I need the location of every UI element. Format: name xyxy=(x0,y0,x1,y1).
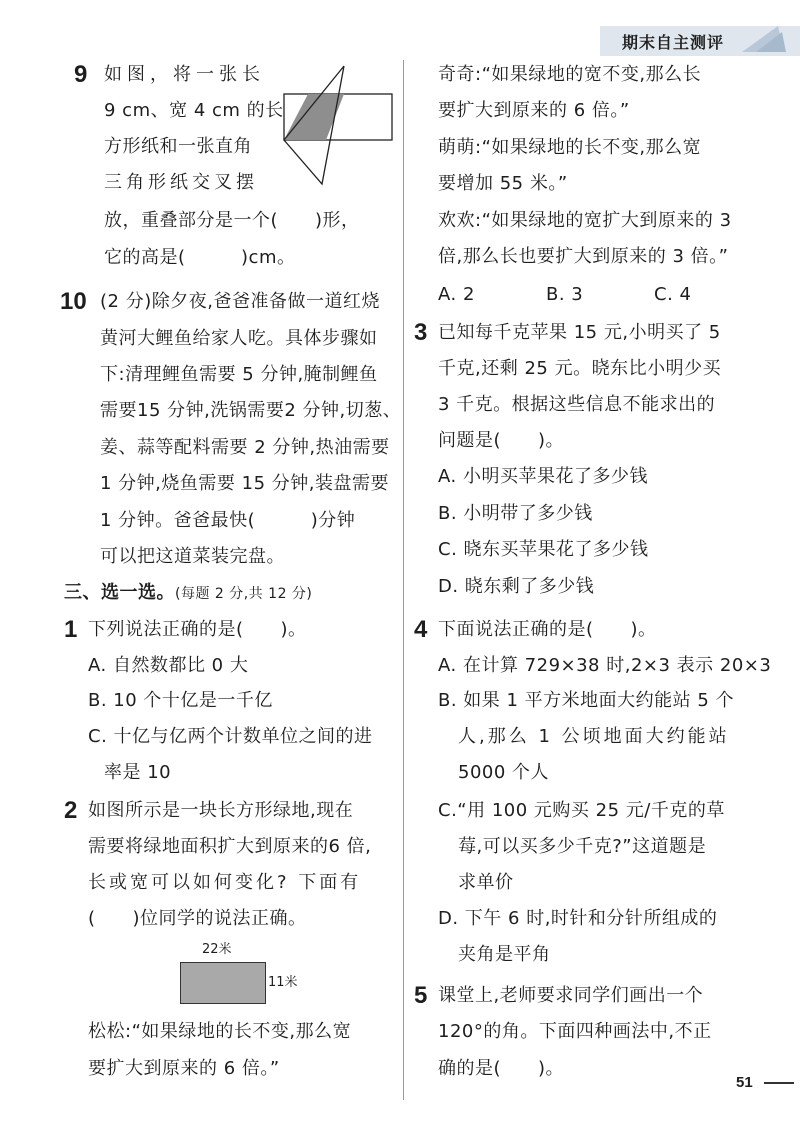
q10-line: 黄河大鲤鱼给家人吃。具体步骤如 xyxy=(100,328,378,349)
q4-option-d-cont: 夹角是平角 xyxy=(458,944,551,965)
q2-line: 需要将绿地面积扩大到原来的6 倍, xyxy=(88,836,372,857)
q3-option-a: A. 小明买苹果花了多少钱 xyxy=(438,466,648,487)
q2-line: 如图所示是一块长方形绿地,现在 xyxy=(88,800,354,821)
q2-qiqi: 奇奇:“如果绿地的宽不变,那么长 xyxy=(438,64,702,85)
section-title-text: 三、选一选。 xyxy=(64,582,175,603)
q2-figure-length-label: 22米 xyxy=(202,942,232,957)
q3-line: 已知每千克苹果 15 元,小明买了 5 xyxy=(438,322,721,343)
q3-option-d: D. 晓东剩了多少钱 xyxy=(438,576,595,597)
q5-line: 课堂上,老师要求同学们画出一个 xyxy=(438,985,704,1006)
q3-option-c: C. 晓东买苹果花了多少钱 xyxy=(438,539,649,560)
q2-option-a: A. 2 xyxy=(438,284,475,305)
section-title xyxy=(64,582,312,605)
q4-option-c: C.“用 100 元购买 25 元/千克的草 xyxy=(438,800,725,821)
q2-mengmeng: 萌萌:“如果绿地的长不变,那么宽 xyxy=(438,137,702,158)
q4-option-b: B. 如果 1 平方米地面大约能站 5 个 xyxy=(438,690,735,711)
q5-line: 确的是( )。 xyxy=(438,1058,565,1079)
q2-figure-green-rect xyxy=(180,962,266,1004)
q10-line: 下:清理鲤鱼需要 5 分钟,腌制鲤鱼 xyxy=(100,364,378,385)
q4-option-c-cont: 莓,可以买多少千克?”这道题是 xyxy=(458,836,707,857)
q3-line: 千克,还剩 25 元。晓东比小明少买 xyxy=(438,358,722,379)
q10-line: 需要15 分钟,洗锅需要2 分钟,切葱、 xyxy=(100,400,402,421)
question-number-10: 10 xyxy=(60,288,87,315)
q2-figure-width-label: 11米 xyxy=(268,975,298,990)
q3-line: 3 千克。根据这些信息不能求出的 xyxy=(438,394,716,415)
q1-option-b: B. 10 个十亿是一千亿 xyxy=(88,690,273,711)
column-divider xyxy=(403,60,404,1100)
q9-line: 三角形纸交叉摆 xyxy=(104,172,258,193)
q4-option-b-cont: 人,那么 1 公顷地面大约能站 xyxy=(458,726,730,747)
q10-line: 姜、蒜等配料需要 2 分钟,热油需要 xyxy=(100,437,390,458)
q4-option-d: D. 下午 6 时,时针和分针所组成的 xyxy=(438,908,718,929)
q2-huanhuan: 倍,那么长也要扩大到原来的 3 倍。” xyxy=(438,246,729,267)
question-number-9: 9 xyxy=(74,61,88,88)
q9-figure-rectangle-triangle xyxy=(276,60,400,186)
q2-huanhuan: 欢欢:“如果绿地的宽扩大到原来的 3 xyxy=(438,210,732,231)
q4-option-c-cont: 求单价 xyxy=(458,872,514,893)
q5-line: 120°的角。下面四种画法中,不正 xyxy=(438,1021,712,1042)
question-number-2: 2 xyxy=(64,797,78,824)
q2-option-c: C. 4 xyxy=(654,284,692,305)
q4-option-b-cont: 5000 个人 xyxy=(458,762,550,783)
q2-line: 长或宽可以如何变化? 下面有 xyxy=(88,872,362,893)
question-number-4: 4 xyxy=(414,616,428,643)
q9-line: 9 cm、宽 4 cm 的长 xyxy=(104,100,284,121)
header-title: 期末自主测评 xyxy=(622,33,725,52)
q9-line: 它的高是( )cm。 xyxy=(104,247,296,268)
page-number: 51 xyxy=(736,1074,753,1091)
section-note: (每题 2 分,共 12 分) xyxy=(175,586,313,602)
q3-line: 问题是( )。 xyxy=(438,430,565,451)
header-decoration-icon xyxy=(738,22,788,56)
q10-line: 可以把这道菜装完盘。 xyxy=(100,546,285,567)
q4-stem: 下面说法正确的是( )。 xyxy=(438,619,657,640)
q1-option-c-cont: 率是 10 xyxy=(104,762,172,783)
q9-line: 如图，将一张长 xyxy=(104,64,265,85)
q2-songsong: 要扩大到原来的 6 倍。” xyxy=(88,1058,280,1079)
q2-option-b: B. 3 xyxy=(546,284,584,305)
question-number-5: 5 xyxy=(414,982,428,1009)
q2-songsong: 松松:“如果绿地的长不变,那么宽 xyxy=(88,1021,352,1042)
q2-mengmeng: 要增加 55 米。” xyxy=(438,173,568,194)
q1-option-c: C. 十亿与亿两个计数单位之间的进 xyxy=(88,726,373,747)
q4-option-a: A. 在计算 729×38 时,2×3 表示 20×3 xyxy=(438,655,772,676)
q10-line: 1 分钟。爸爸最快( )分钟 xyxy=(100,510,356,531)
q9-line: 放，重叠部分是一个( )形， xyxy=(104,210,360,231)
q10-line: (2 分)除夕夜,爸爸准备做一道红烧 xyxy=(100,291,380,312)
q2-line: ( )位同学的说法正确。 xyxy=(88,908,307,929)
page-number-rule xyxy=(764,1082,794,1084)
q2-qiqi: 要扩大到原来的 6 倍。” xyxy=(438,100,630,121)
question-number-1: 1 xyxy=(64,616,78,643)
q1-stem: 下列说法正确的是( )。 xyxy=(88,619,307,640)
question-number-3: 3 xyxy=(414,319,428,346)
q9-line: 方形纸和一张直角 xyxy=(104,136,252,157)
q1-option-a: A. 自然数都比 0 大 xyxy=(88,655,249,676)
q3-option-b: B. 小明带了多少钱 xyxy=(438,503,593,524)
q10-line: 1 分钟,烧鱼需要 15 分钟,装盘需要 xyxy=(100,473,389,494)
